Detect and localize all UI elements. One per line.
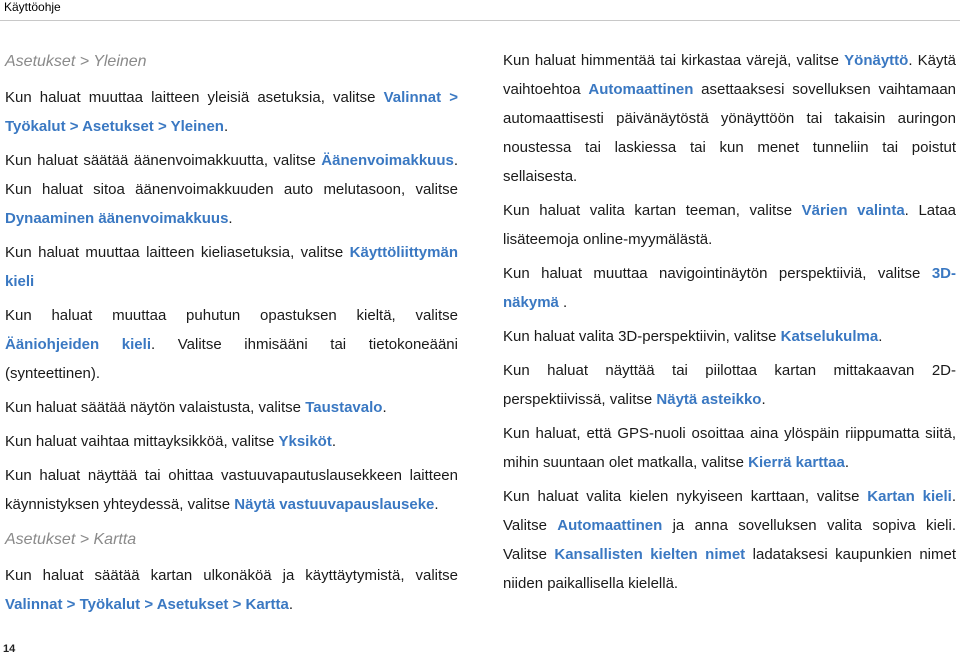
keyword-view-angle: Katselukulma	[780, 328, 879, 345]
paragraph-rotate-map: Kun haluat, että GPS-nuoli osoittaa aina ylöspäin riippumatta siitä, mihin suuntaan olet matkalla, valitse Kierrä karttaa.	[503, 425, 956, 471]
header-divider	[0, 20, 960, 21]
keyword-automatic-language: Automaattinen	[557, 517, 663, 534]
paragraph-scale: Kun haluat näyttää tai piilottaa kartan mittakaavan 2D-perspektiivissä, valitse Näytä asteikko.	[503, 362, 956, 408]
section-heading-map: Asetukset > Kartta	[5, 531, 137, 548]
keyword-night-view: Yönäyttö	[844, 52, 909, 69]
paragraph-night-view: Kun haluat himmentää tai kirkastaa värejä, valitse Yönäyttö. Käytä vaihtoehtoa Automaattinen asettaaksesi sovelluksen vaihtamaan automaattisesti päivänäytöstä yönäyttöön tai takaisin auringon noustessa tai laskiessa tai kun menet tunneliin tai poistut sellaisesta.	[503, 52, 957, 185]
keyword-rotate-map: Kierrä karttaa	[748, 454, 845, 471]
keyword-volume: Äänenvoimakkuus	[321, 152, 454, 169]
paragraph-ui-language: Kun haluat muuttaa laitteen kieliasetuksia, valitse Käyttöliittymän kieli	[5, 244, 458, 290]
keyword-voice-language: Ääniohjeiden kieli	[5, 336, 151, 353]
paragraph-general-settings: Kun haluat muuttaa laitteen yleisiä asetuksia, valitse Valinnat > Työkalut > Asetukset > Yleinen.	[5, 89, 458, 135]
paragraph-map-language: Kun haluat valita kielen nykyiseen karttaan, valitse Kartan kieli. Valitse Automaattinen ja anna sovelluksen valita sopiva kieli. Valitse Kansallisten kielten nimet ladataksesi kaupunkien nimet niiden paikallisella kielellä.	[503, 488, 957, 592]
keyword-backlight: Taustavalo	[305, 399, 383, 416]
keyword-dynamic-volume: Dynaaminen äänenvoimakkuus	[5, 210, 229, 227]
paragraph-color-theme: Kun haluat valita kartan teeman, valitse Värien valinta. Lataa lisäteemoja online-myymälästä.	[503, 202, 956, 248]
keyword-national-names: Kansallisten kielten nimet	[554, 546, 746, 563]
left-column	[5, 46, 458, 624]
paragraph-view-angle: Kun haluat valita 3D-perspektiivin, valitse Katselukulma.	[503, 328, 883, 345]
paragraph-perspective: Kun haluat muuttaa navigointinäytön perspektiiviä, valitse 3D-näkymä .	[503, 265, 956, 311]
keyword-ui-language: Käyttöliittymän kieli	[5, 244, 458, 290]
page-number: 14	[3, 643, 16, 655]
section-heading-general: Asetukset > Yleinen	[5, 53, 147, 70]
menu-path-map: Valinnat > Työkalut > Asetukset > Kartta	[5, 596, 289, 613]
paragraph-map-settings: Kun haluat säätää kartan ulkonäköä ja käyttäytymistä, valitse Valinnat > Työkalut > Asetukset > Kartta.	[5, 567, 458, 613]
keyword-color-selection: Värien valinta	[801, 202, 905, 219]
paragraph-backlight: Kun haluat säätää näytön valaistusta, valitse Taustavalo.	[5, 399, 387, 416]
right-column	[503, 46, 956, 603]
keyword-units: Yksiköt	[278, 433, 332, 450]
keyword-show-scale: Näytä asteikko	[656, 391, 762, 408]
keyword-disclaimer: Näytä vastuuvapauslauseke	[234, 496, 435, 513]
document-header-title: Käyttöohje	[4, 0, 61, 14]
keyword-3d-view: 3D-näkymä	[503, 265, 956, 311]
paragraph-units: Kun haluat vaihtaa mittayksikköä, valitse Yksiköt.	[5, 433, 337, 450]
paragraph-disclaimer: Kun haluat näyttää tai ohittaa vastuuvapautuslausekkeen laitteen käynnistyksen yhteydessä, valitse Näytä vastuuvapauslauseke.	[5, 467, 458, 513]
paragraph-voice-language: Kun haluat muuttaa puhutun opastuksen kieltä, valitse Ääniohjeiden kieli. Valitse ihmisääni tai tietokoneääni (synteettinen).	[5, 307, 458, 382]
keyword-automatic: Automaattinen	[588, 81, 694, 98]
menu-path-general: Valinnat > Työkalut > Asetukset > Yleinen	[5, 89, 458, 135]
keyword-map-language: Kartan kieli	[867, 488, 952, 505]
paragraph-volume: Kun haluat säätää äänenvoimakkuutta, valitse Äänenvoimakkuus. Kun haluat sitoa äänenvoimakkuuden auto melutasoon, valitse Dynaaminen äänenvoimakkuus.	[5, 152, 458, 227]
